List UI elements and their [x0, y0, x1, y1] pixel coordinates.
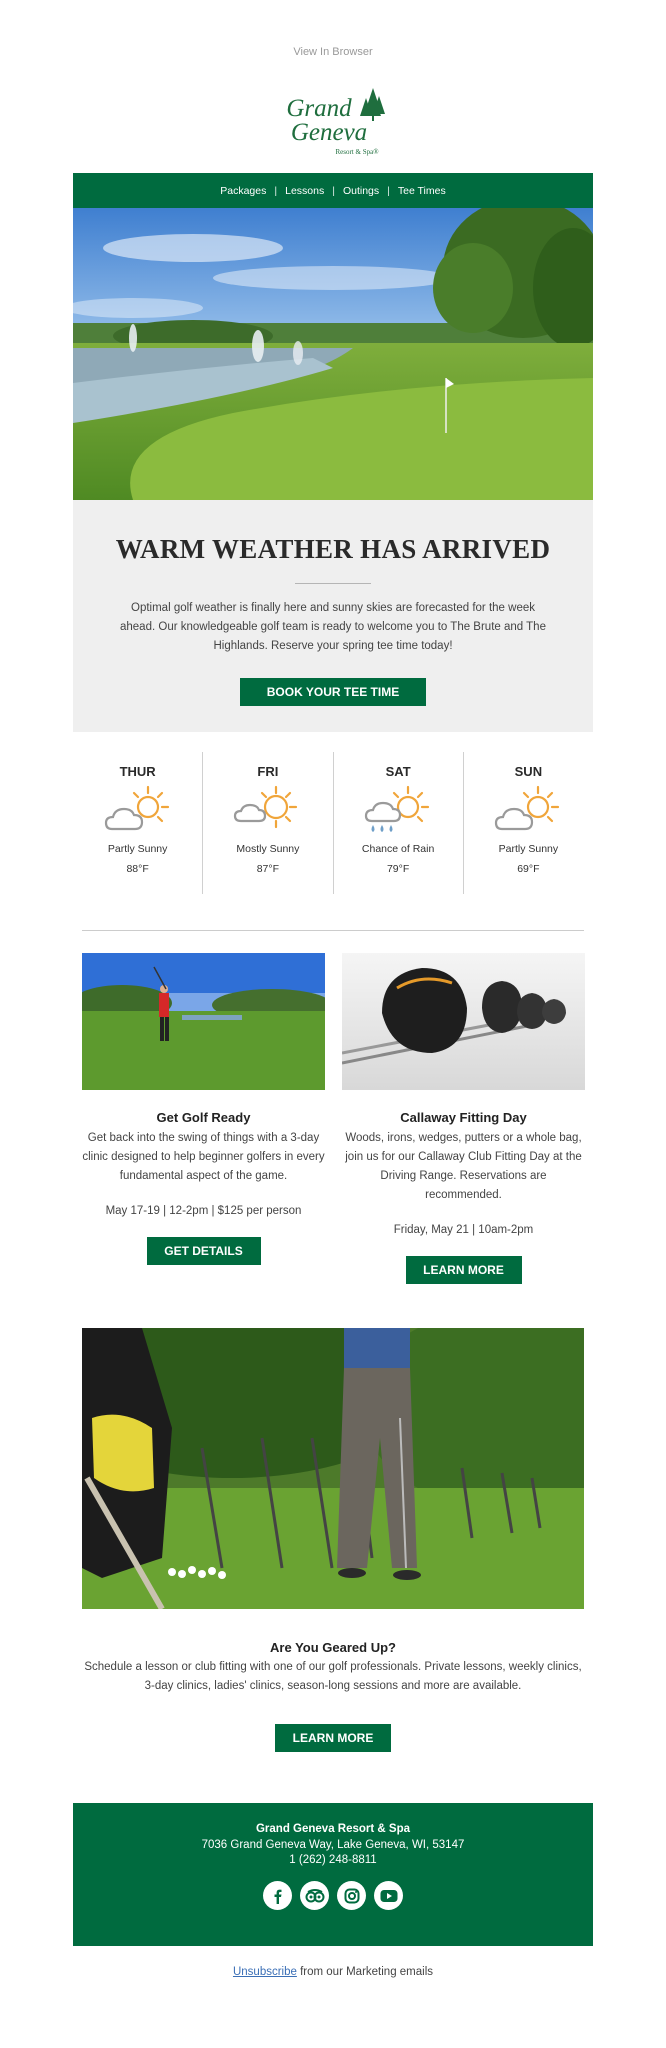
weather-condition: Partly Sunny [498, 843, 559, 855]
weather-day [203, 752, 333, 894]
partly-sunny-icon [102, 785, 174, 837]
promo-when: Friday, May 21 | 10am-2pm [393, 1224, 534, 1236]
facebook-icon[interactable] [263, 1881, 292, 1910]
weather-day-name: THUR [119, 764, 156, 779]
weather-day [464, 752, 593, 894]
weather-day-name: FRI [257, 764, 279, 779]
logo-tagline: Resort & Spa® [335, 148, 379, 156]
chance-of-rain-icon [362, 785, 434, 837]
nav-separator: | [387, 184, 390, 197]
footer-address: 7036 Grand Geneva Way, Lake Geneva, WI, 53147 [201, 1839, 465, 1851]
intro-body: Optimal golf weather is finally here and sunny skies are forecasted for the week ahead. Our knowledgeable golf team is ready to welcome you to The Brute and The Highlands. Reserve your spring tee time today! [120, 602, 546, 652]
weather-condition: Chance of Rain [361, 843, 435, 855]
social-links [73, 1881, 593, 1910]
footer-phone[interactable]: 1 (262) 248-8811 [289, 1854, 377, 1866]
promo-title: Callaway Fitting Day [400, 1110, 527, 1125]
book-tee-time-button[interactable]: BOOK YOUR TEE TIME [240, 678, 426, 706]
learn-more-button[interactable]: LEARN MORE [275, 1724, 391, 1752]
weather-day [73, 752, 203, 894]
weather-condition: Mostly Sunny [236, 843, 300, 855]
callaway-drivers-image[interactable] [342, 953, 585, 1090]
nav-item-tee-times[interactable]: Tee Times [397, 184, 446, 197]
unsubscribe-line [0, 1966, 666, 1978]
promo-get-golf-ready [82, 1110, 325, 1265]
nav-item-outings[interactable]: Outings [342, 184, 380, 197]
footer [73, 1803, 593, 1946]
golf-course-hero-image[interactable] [73, 208, 593, 500]
weather-temp: 69°F [517, 863, 540, 875]
weather-day [334, 752, 464, 894]
promo-body: Get back into the swing of things with a 3-day clinic designed to help beginner golfers in every fundamental aspect of the game. [82, 1132, 325, 1182]
section-divider [82, 930, 584, 931]
intro-panel [73, 500, 593, 732]
instagram-icon[interactable] [337, 1881, 366, 1910]
nav-item-packages[interactable]: Packages [220, 184, 267, 197]
driving-range-image[interactable] [82, 1328, 584, 1609]
footer-resort-name: Grand Geneva Resort & Spa [255, 1823, 411, 1835]
weather-day-name: SAT [385, 764, 411, 779]
title-divider [295, 583, 371, 584]
tripadvisor-icon[interactable] [300, 1881, 329, 1910]
top-nav [73, 173, 593, 208]
weather-forecast [73, 752, 593, 894]
weather-temp: 87°F [256, 863, 280, 875]
weather-temp: 88°F [126, 863, 149, 875]
weather-temp: 79°F [386, 863, 410, 875]
gear-title: Are You Geared Up? [270, 1640, 396, 1655]
learn-more-button[interactable]: LEARN MORE [406, 1256, 522, 1284]
nav-item-lessons[interactable]: Lessons [285, 184, 325, 197]
unsubscribe-link[interactable]: Unsubscribe [232, 1966, 297, 1978]
promo-when: May 17-19 | 12-2pm | $125 per person [105, 1205, 302, 1217]
logo-line2: Geneva [290, 119, 368, 146]
geared-up-section [82, 1640, 584, 1752]
youtube-icon[interactable] [374, 1881, 403, 1910]
logo-line1: Grand [286, 95, 352, 122]
weather-day-name: SUN [514, 764, 543, 779]
nav-separator: | [274, 184, 278, 197]
promo-callaway-fitting-day [342, 1110, 585, 1284]
promo-title: Get Golf Ready [156, 1110, 251, 1125]
weather-condition: Partly Sunny [107, 843, 168, 855]
partly-sunny-icon [492, 785, 564, 837]
grand-geneva-logo[interactable] [275, 84, 391, 162]
unsubscribe-text: from our Marketing emails [296, 1966, 434, 1978]
promo-body: Woods, irons, wedges, putters or a whole bag, join us for our Callaway Club Fitting Day at the Driving Range. Reservations are recommended. [345, 1132, 582, 1201]
mostly-sunny-icon [232, 785, 304, 837]
intro-title: WARM WEATHER HAS ARRIVED [115, 534, 551, 564]
get-details-button[interactable]: GET DETAILS [147, 1237, 261, 1265]
golfer-swing-image[interactable] [82, 953, 325, 1090]
nav-separator: | [332, 184, 335, 197]
view-in-browser-link[interactable]: View In Browser [293, 46, 373, 58]
gear-body: Schedule a lesson or club fitting with one of our golf professionals. Private lessons, weekly clinics, 3-day clinics, ladies' clinics, season-long sessions and more are available. [84, 1661, 582, 1692]
